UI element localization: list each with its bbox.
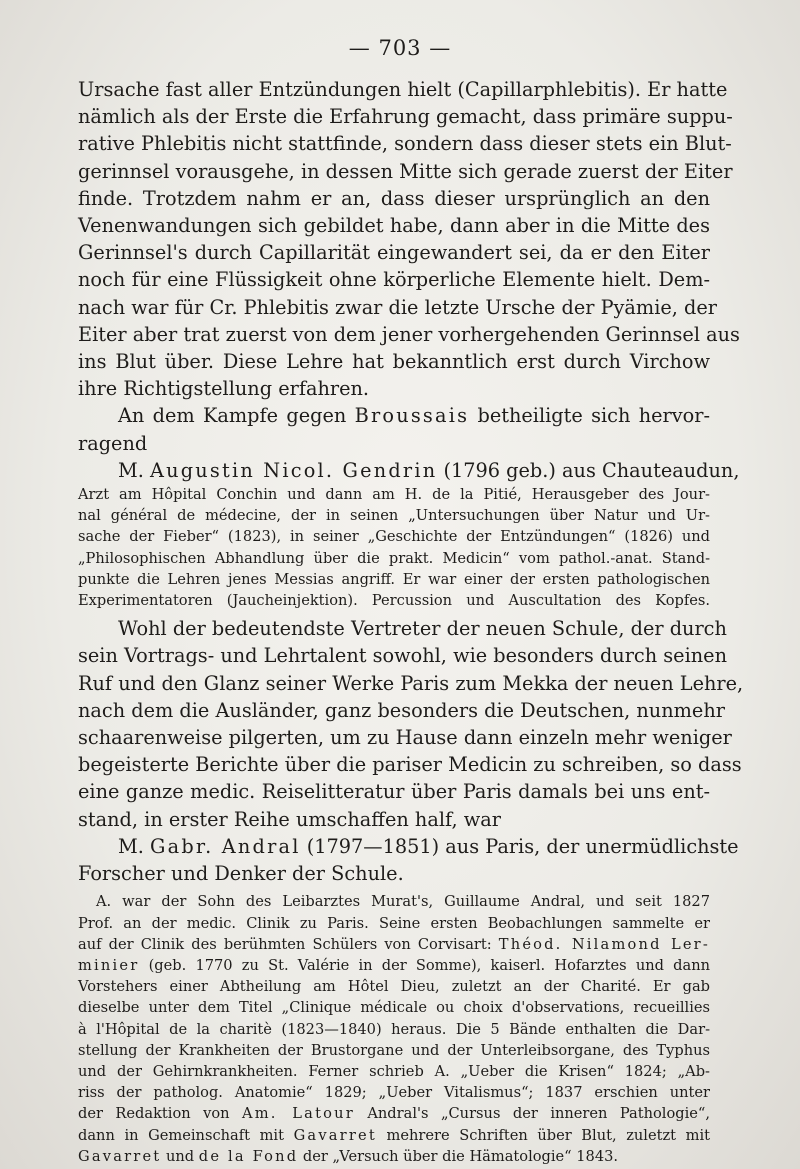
text-line: Experimentatoren (Jaucheinjektion). Percussion und Auscultation des Kopfes. [78, 592, 710, 610]
person-name: Augustin Nicol. Gendrin [150, 458, 438, 482]
paragraph-new-school [78, 615, 744, 833]
text-line: minier (geb. 1770 zu St. Valérie in der Somme), kaiserl. Hofarztes und dann [78, 956, 710, 974]
text-line: à l'Hôpital de la charitè (1823—1840) heraus. Die 5 Bände enthalten die Dar- [78, 1020, 710, 1038]
person-name: Broussais [354, 404, 470, 428]
text-line: Ruf und den Glanz seiner Werke Paris zum Mekka der neuen Lehre, [78, 671, 744, 695]
person-name: Théod. Nilamond Ler- [498, 935, 710, 953]
text-line: A. war der Sohn des Leibarztes Murat's, Guillaume Andral, und seit 1827 [96, 893, 710, 911]
text-line: „Philosophischen Abhandlung über die prakt. Medicin“ vom pathol.-anat. Stand- [78, 549, 710, 567]
text-line: ragend [78, 431, 148, 455]
text-line: Gerinnsel's durch Capillarität eingewandert sei, da er den Eiter [78, 241, 710, 265]
text-line: dann in Gemeinschaft mit Gavarret mehrere Schriften über Blut, zuletzt mit [78, 1126, 710, 1144]
text-line: Prof. an der medic. Clinik zu Paris. Seine ersten Beobachlungen sammelte er [78, 914, 710, 932]
paragraph-andral [78, 833, 739, 887]
paragraph-gendrin [78, 457, 740, 484]
text-line: nach war für Cr. Phlebitis zwar die letzte Ursche der Pyämie, der [78, 295, 718, 319]
person-name: minier [78, 956, 140, 974]
text-line: stellung der Krankheiten der Brustorgane und der Unterleibsorgane, des Typhus [78, 1041, 710, 1059]
text-line: eine ganze medic. Reiselitteratur über Paris damals bei uns ent- [78, 780, 710, 804]
paragraph-capillarphlebitis [78, 76, 740, 402]
text-line: punkte die Lehren jenes Messias angriff. Er war einer der ersten pathologischen [78, 570, 710, 588]
paragraph-broussais [78, 402, 710, 456]
text-line: und der Gehirnkrankheiten. Ferner schrieb A. „Ueber die Krisen“ 1824; „Ab- [78, 1062, 710, 1080]
text-line: nämlich als der Erste die Erfahrung gemacht, dass primäre suppu- [78, 105, 733, 129]
text-line: nal général de médecine, der in seinen „Untersuchungen über Natur und Ur- [78, 507, 710, 525]
person-name: Gavarret [78, 1147, 162, 1165]
text-line: Wohl der bedeutendste Vertreter der neuen Schule, der durch [118, 617, 727, 641]
page-number: — 703 — [348, 36, 452, 60]
footnote-gendrin [78, 484, 710, 611]
text-line: auf der Clinik des berühmten Schülers von Corvisart: Théod. Nilamond Ler- [78, 935, 710, 953]
text-line: sache der Fieber“ (1823), in seiner „Geschichte der Entzündungen“ (1826) und [78, 528, 710, 546]
text-line: Gavarret und de la Fond der „Versuch über die Hämatologie“ 1843. [78, 1147, 619, 1165]
person-name: Gavarret [293, 1126, 377, 1144]
text-line: ins Blut über. Diese Lehre hat bekanntlich erst durch Virchow [78, 350, 710, 374]
text-line: finde. Trotzdem nahm er an, dass dieser ursprünglich an den [78, 186, 710, 210]
footnote-andral [78, 891, 710, 1167]
text-line: begeisterte Berichte über die pariser Medicin zu schreiben, so dass [78, 753, 742, 777]
text-line: dieselbe unter dem Titel „Clinique médicale ou choix d'observations, recueillies [78, 999, 710, 1017]
text-line: Venenwandungen sich gebildet habe, dann aber in die Mitte des [78, 214, 710, 238]
text-line: schaarenweise pilgerten, um zu Hause dann einzeln mehr weniger [78, 726, 732, 750]
text-line: Eiter aber trat zuerst von dem jener vorhergehenden Gerinnsel aus [78, 322, 740, 346]
person-name: Gabr. Andral [150, 834, 301, 858]
text-line: gerinnsel vorausgehe, in dessen Mitte sich gerade zuerst der Eiter [78, 159, 733, 183]
text-line: stand, in erster Reihe umschaffen half, war [78, 807, 501, 831]
text-line: M. Gabr. Andral (1797—1851) aus Paris, der unermüdlichste [118, 834, 739, 858]
text-line: Ursache fast aller Entzündungen hielt (Capillarphlebitis). Er hatte [78, 78, 728, 101]
text-line: Vorstehers einer Abtheilung am Hôtel Dieu, zuletzt an der Charité. Er gab [78, 978, 710, 996]
text-line: M. Augustin Nicol. Gendrin (1796 geb.) aus Chauteaudun, [118, 458, 740, 482]
text-line: ihre Richtigstellung erfahren. [78, 377, 370, 401]
text-line: noch für eine Flüssigkeit ohne körperliche Elemente hielt. Dem- [78, 268, 710, 292]
text-line: der Redaktion von Am. Latour Andral's „Cursus der inneren Pathologie“, [78, 1105, 711, 1123]
person-name: Am. Latour [242, 1105, 355, 1123]
text-line: riss der patholog. Anatomie“ 1829; „Ueber Vitalismus“; 1837 erschien unter [78, 1084, 710, 1102]
text-line: rative Phlebitis nicht stattfinde, sondern dass dieser stets ein Blut- [78, 132, 732, 156]
page-body [78, 76, 744, 1167]
text-line: Forscher und Denker der Schule. [78, 862, 404, 886]
text-line: Arzt am Hôpital Conchin und dann am H. de la Pitié, Herausgeber des Jour- [78, 486, 710, 504]
text-line: nach dem die Ausländer, ganz besonders die Deutschen, nunmehr [78, 698, 725, 722]
text-line: An dem Kampfe gegen Broussais betheiligte sich hervor- [118, 404, 710, 428]
text-line: sein Vortrags- und Lehrtalent sowohl, wie besonders durch seinen [78, 644, 727, 668]
person-name: de la Fond [198, 1147, 299, 1165]
